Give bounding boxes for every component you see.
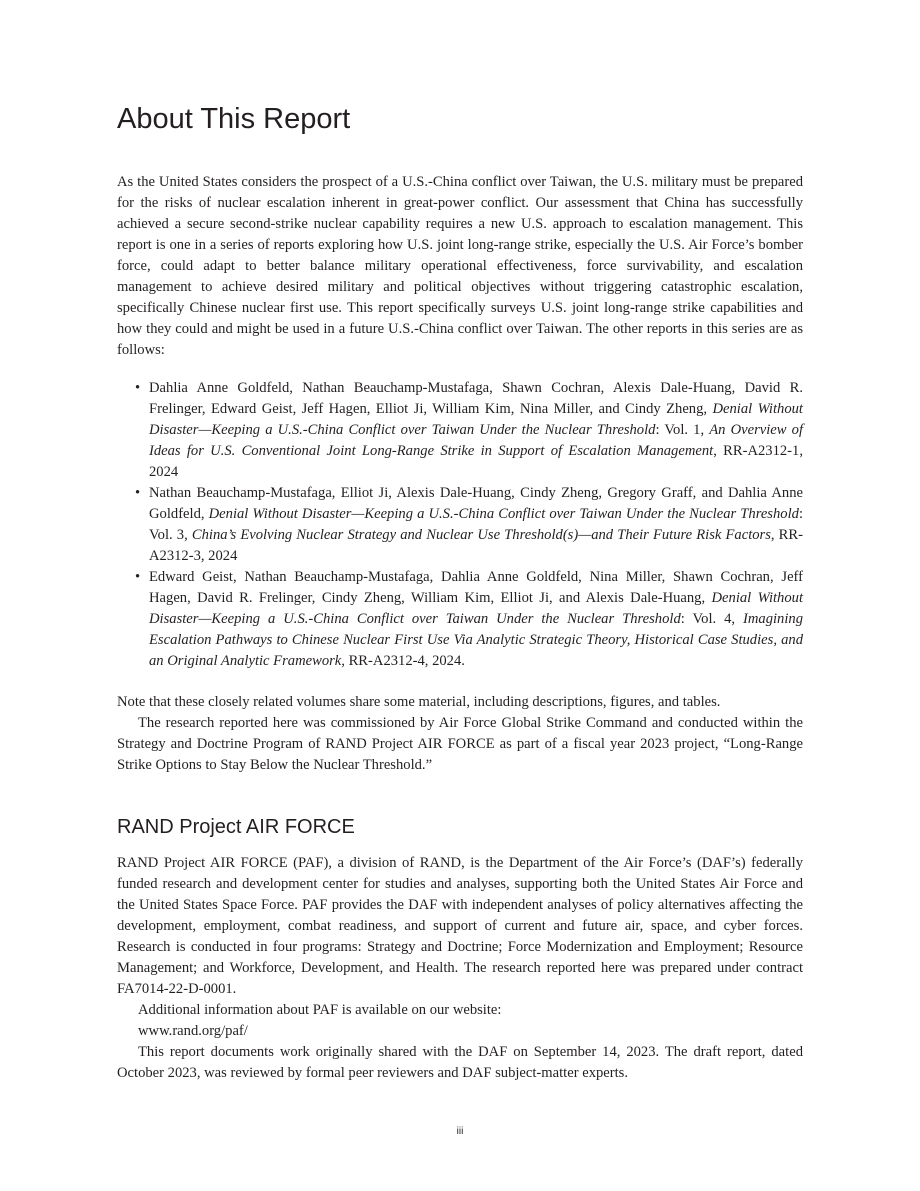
reference-series-title: Denial Without Disaster—Keeping a U.S.-China Conflict over Taiwan Under the Nuclear Threshold (149, 401, 803, 438)
list-item (117, 483, 803, 567)
reference-number: , RR-A2312-4, 2024. (341, 653, 465, 669)
related-reports-list (117, 378, 803, 672)
paf-website-link[interactable]: www.rand.org/paf/ (138, 1023, 248, 1039)
page-title: About This Report (117, 103, 351, 135)
section-heading-paf: RAND Project AIR FORCE (117, 816, 355, 838)
page-number: iii (456, 1126, 464, 1137)
reference-volume: : Vol. 3, (149, 506, 803, 543)
reference-volume: : Vol. 4, (680, 611, 743, 627)
note-paragraph: Note that these closely related volumes share some material, including descriptions, figures, and tables. (117, 694, 721, 710)
reference-series-title: Denial Without Disaster—Keeping a U.S.-China Conflict over Taiwan Under the Nuclear Threshold (149, 590, 803, 627)
list-item (117, 567, 803, 672)
reference-series-title: Denial Without Disaster—Keeping a U.S.-China Conflict over Taiwan Under the Nuclear Threshold (208, 506, 799, 522)
reference-volume: : Vol. 1, (655, 422, 710, 438)
reference-subtitle: An Overview of Ideas for U.S. Conventional Joint Long-Range Strike in Support of Escalation Management (149, 422, 803, 459)
reference-authors: Dahlia Anne Goldfeld, Nathan Beauchamp-Mustafaga, Shawn Cochran, Alexis Dale-Huang, David R. Frelinger, Edward Geist, Jeff Hagen, Elliot Ji, William Kim, Nina Miller, and Cindy Zheng, (149, 380, 803, 417)
reference-number: , RR-A2312-3, 2024 (149, 527, 804, 564)
paf-info-line: Additional information about PAF is available on our website: (138, 1002, 502, 1018)
intro-paragraph: As the United States considers the prospect of a U.S.-China conflict over Taiwan, the U.S. military must be prepared for the risks of nuclear escalation inherent in great-power conflict. Our assessment that China has successfully achieved a secure second-strike nuclear capability requires a new U.S. approach to escalation management. This report is one in a series of reports exploring how U.S. joint long-range strike, especially the U.S. Air Force’s bomber force, could adapt to better balance military operational effectiveness, force survivability, and escalation management to achieve desired military and political objectives without triggering catastrophic escalation, specifically Chinese nuclear first use. This report specifically surveys U.S. joint long-range strike capabilities and how they could and might be used in a future U.S.-China conflict over Taiwan. The other reports in this series are as follows: (117, 174, 803, 358)
paf-description-paragraph: RAND Project AIR FORCE (PAF), a division of RAND, is the Department of the Air Force’s (DAF’s) federally funded research and development center for studies and analyses, supporting both the United States Air Force and the United States Space Force. PAF provides the DAF with independent analyses of policy alternatives affecting the development, employment, combat readiness, and support of current and future air, space, and cyber forces. Research is conducted in four programs: Strategy and Doctrine; Force Modernization and Employment; Resource Management; and Workforce, Development, and Health. The research reported here was prepared under contract FA7014-22-D-0001. (117, 855, 803, 997)
reference-authors: Nathan Beauchamp-Mustafaga, Elliot Ji, Alexis Dale-Huang, Cindy Zheng, Gregory Graff, and Dahlia Anne Goldfeld, (149, 485, 803, 522)
paf-section (117, 853, 803, 1084)
reference-authors: Edward Geist, Nathan Beauchamp-Mustafaga, Dahlia Anne Goldfeld, Nina Miller, Shawn Cochran, Jeff Hagen, David R. Frelinger, Cindy Zheng, William Kim, Elliot Ji, and Alexis Dale-Huang, (149, 569, 803, 606)
intro-section (117, 172, 803, 361)
commission-paragraph: The research reported here was commissioned by Air Force Global Strike Command and conducted within the Strategy and Doctrine Program of RAND Project AIR FORCE as part of a fiscal year 2023 project, “Long-Range Strike Options to Stay Below the Nuclear Threshold.” (117, 715, 803, 773)
reference-number: , RR-A2312-1, 2024 (149, 443, 803, 480)
review-paragraph: This report documents work originally shared with the DAF on September 14, 2023. The draft report, dated October 2023, was reviewed by formal peer reviewers and DAF subject-matter experts. (117, 1044, 803, 1081)
reference-subtitle: Imagining Escalation Pathways to Chinese Nuclear First Use Via Analytic Strategic Theory, Historical Case Studies, and an Original Analytic Framework (149, 611, 803, 669)
notes-section (117, 692, 803, 776)
reference-subtitle: China’s Evolving Nuclear Strategy and Nuclear Use Threshold(s)—and Their Future Risk Factors (191, 527, 771, 543)
list-item (117, 378, 803, 483)
